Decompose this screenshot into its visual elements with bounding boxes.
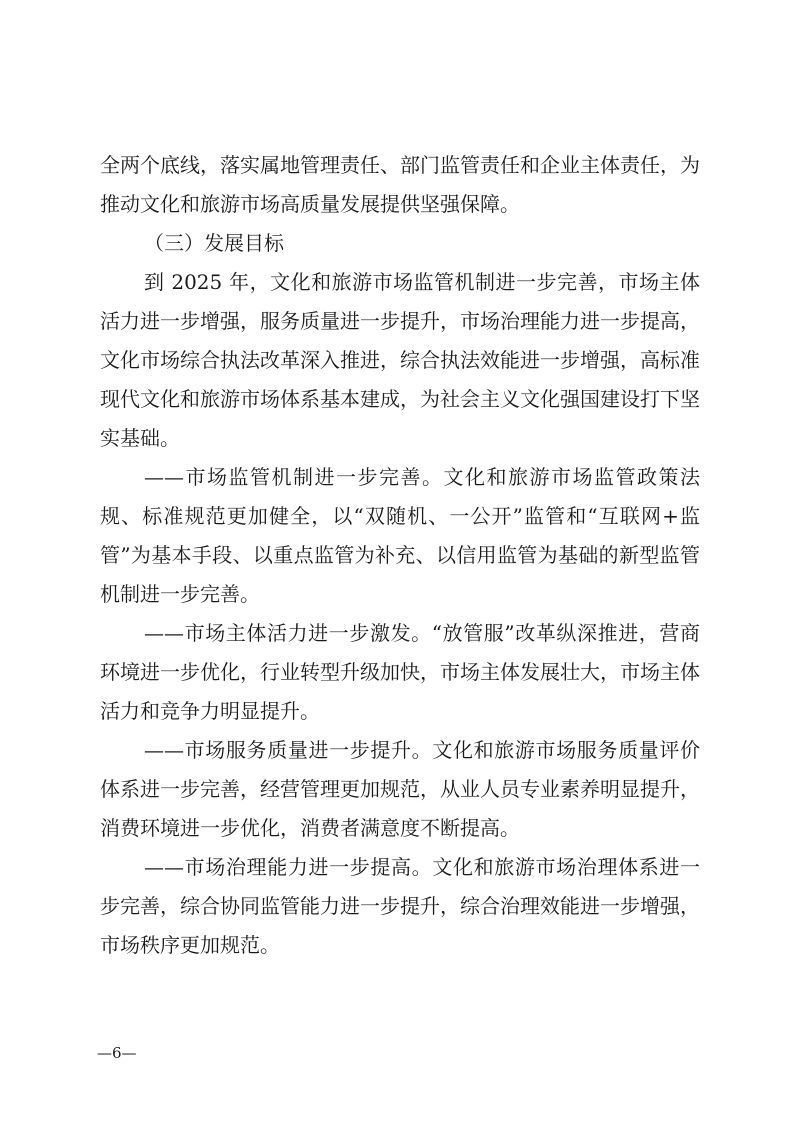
paragraph-goal-intro: 到 2025 年，文化和旅游市场监管机制进一步完善，市场主体活力进一步增强，服务质量进一步提升，市场治理能力进一步提高，文化市场综合执法改革深入推进，综合执法效能进一步增强，高标准现代文化和旅游市场体系基本建成，为社会主义文化强国建设打下坚实基础。	[100, 270, 700, 450]
paragraph-goal-service: ——市场服务质量进一步提升。文化和旅游市场服务质量评价体系进一步完善，经营管理更加规范，从业人员专业素养明显提升，消费环境进一步优化，消费者满意度不断提高。	[100, 738, 700, 840]
paragraph-goal-vitality: ——市场主体活力进一步激发。“放管服”改革纵深推进，营商环境进一步优化，行业转型升级加快，市场主体发展壮大，市场主体活力和竞争力明显提升。	[100, 621, 700, 723]
page-number: —6—	[97, 1044, 137, 1062]
document-body	[100, 146, 700, 965]
paragraph-continuation: 全两个底线，落实属地管理责任、部门监管责任和企业主体责任，为推动文化和旅游市场高质量发展提供坚强保障。	[100, 153, 700, 216]
paragraph-goal-governance: ——市场治理能力进一步提高。文化和旅游市场治理体系进一步完善，综合协同监管能力进一步提升，综合治理效能进一步增强，市场秩序更加规范。	[100, 855, 700, 957]
paragraph-goal-supervision: ——市场监管机制进一步完善。文化和旅游市场监管政策法规、标准规范更加健全，以“双随机、一公开”监管和“互联网+监管”为基本手段、以重点监管为补充、以信用监管为基础的新型监管机制进一步完善。	[100, 465, 700, 606]
section-heading: （三）发展目标	[144, 231, 284, 255]
